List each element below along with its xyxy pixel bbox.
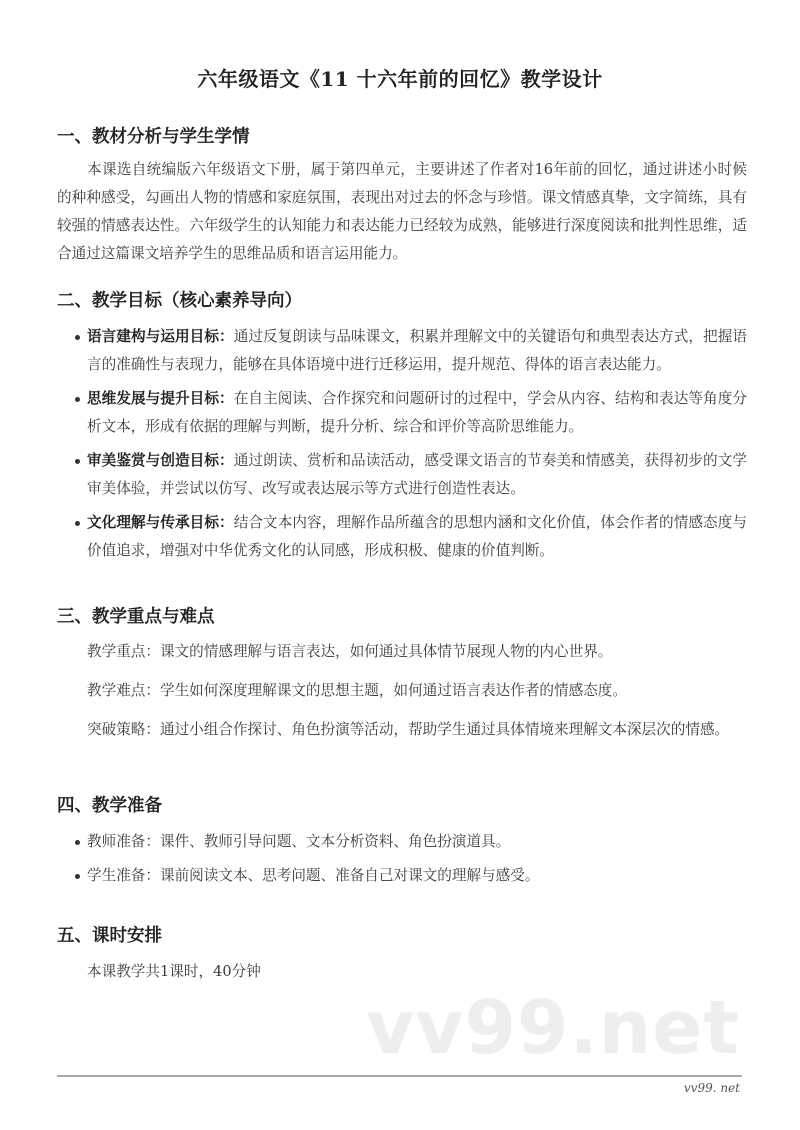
preparation-item [57,828,747,856]
objective-item [57,447,747,503]
objective-item [57,509,747,565]
preparation-item [57,862,747,890]
objective-text: 结合文本内容，理解作品所蕴含的思想内涵和文化价值，体会作者的情感态度与价值追求，增强对中华优秀文化的认同感，形成积极、健康的价值判断。 [87,514,747,559]
objective-label: 语言建构与运用目标： [87,328,234,345]
document-title: 六年级语文《11 十六年前的回忆》教学设计 [197,67,603,91]
preparation-list [57,828,747,890]
section-heading-3: 三、教学重点与难点 [57,607,215,627]
objectives-list [57,323,747,565]
footer-divider [57,1075,742,1077]
section-heading-4: 四、教学准备 [57,796,162,816]
schedule-paragraph: 本课教学共1课时，40分钟 [87,963,261,980]
section-1-paragraph: 本课选自统编版六年级语文下册，属于第四单元，主要讲述了作者对16年前的回忆，通过讲述小时候的种种感受，勾画出人物的情感和家庭氛围，表现出对过去的怀念与珍惜。课文情感真挚，文字简练，具有较强的情感表达性。六年级学生的认知能力和表达能力已经较为成熟，能够进行深度阅读和批判性思维，适合通过这篇课文培养学生的思维品质和语言运用能力。 [57,161,747,262]
watermark: vv99.net [366,985,740,1071]
footer-site-label: vv99. net [683,1081,740,1095]
strategy-paragraph: 突破策略：通过小组合作探讨、角色扮演等活动，帮助学生通过具体情境来理解文本深层次的情感。 [87,721,730,738]
section-heading-2: 二、教学目标（核心素养导向） [57,291,302,311]
section-heading-1: 一、教材分析与学生学情 [57,127,250,147]
objective-label: 思维发展与提升目标： [87,390,234,407]
key-point-paragraph: 教学重点：课文的情感理解与语言表达，如何通过具体情节展现人物的内心世界。 [87,643,613,660]
preparation-text: 学生准备：课前阅读文本、思考问题、准备自己对课文的理解与感受。 [87,867,540,884]
preparation-text: 教师准备：课件、教师引导问题、文本分析资料、角色扮演道具。 [87,833,511,850]
objective-item [57,385,747,441]
bullet-icon [75,459,80,464]
objective-item [57,323,747,379]
bullet-icon [75,874,80,879]
bullet-icon [75,397,80,402]
bullet-icon [75,335,80,340]
difficulty-paragraph: 教学难点：学生如何深度理解课文的思想主题，如何通过语言表达作者的情感态度。 [87,682,627,699]
objective-label: 文化理解与传承目标： [87,514,234,531]
objective-label: 审美鉴赏与创造目标： [87,452,234,469]
bullet-icon [75,840,80,845]
bullet-icon [75,521,80,526]
objective-text: 在自主阅读、合作探究和问题研讨的过程中，学会从内容、结构和表达等角度分析文本，形成有依据的理解与判断，提升分析、综合和评价等高阶思维能力。 [87,390,747,435]
objective-text: 通过反复朗读与品味课文，积累并理解文中的关键语句和典型表达方式，把握语言的准确性与表现力，能够在具体语境中进行迁移运用，提升规范、得体的语言表达能力。 [87,328,747,373]
section-heading-5: 五、课时安排 [57,926,162,946]
objective-text: 通过朗读、赏析和品读活动，感受课文语言的节奏美和情感美，获得初步的文学审美体验，并尝试以仿写、改写或表达展示等方式进行创造性表达。 [87,452,747,497]
